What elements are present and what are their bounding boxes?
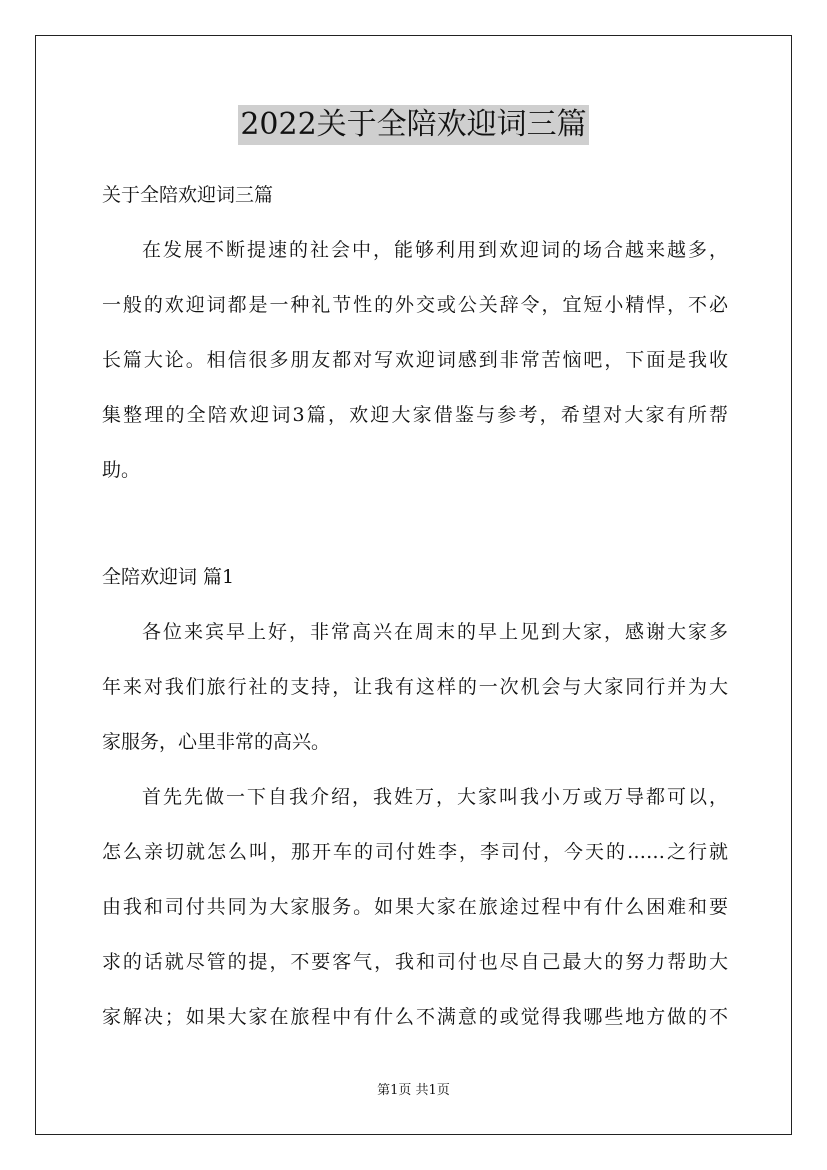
paragraph-line: 家解决；如果大家在旅程中有什么不满意的或觉得我哪些地方做的不 bbox=[102, 1006, 728, 1028]
paragraph-introduction bbox=[102, 770, 728, 1045]
section-spacer bbox=[102, 498, 728, 550]
paragraph-line: 年来对我们旅行社的支持，让我有这样的一次机会与大家同行并为大 bbox=[102, 676, 728, 698]
document-title-text: 2022关于全陪欢迎词三篇 bbox=[238, 105, 588, 145]
intro-line: 在发展不断提速的社会中，能够利用到欢迎词的场合越来越多， bbox=[142, 239, 728, 261]
paragraph-line: 由我和司付共同为大家服务。如果大家在旅途过程中有什么困难和要 bbox=[102, 896, 728, 918]
paragraph-greeting bbox=[102, 605, 728, 770]
intro-paragraph bbox=[102, 223, 728, 498]
document-body bbox=[102, 168, 728, 1045]
page-footer: 第1页 共1页 bbox=[377, 1083, 450, 1098]
intro-line: 助。 bbox=[102, 459, 141, 481]
intro-line: 一般的欢迎词都是一种礼节性的外交或公关辞令，宜短小精悍，不必 bbox=[102, 294, 728, 316]
paragraph-line: 家服务，心里非常的高兴。 bbox=[102, 731, 331, 753]
intro-heading: 关于全陪欢迎词三篇 bbox=[102, 184, 274, 206]
paragraph-line: 怎么亲切就怎么叫，那开车的司付姓李，李司付，今天的……之行就 bbox=[102, 841, 728, 863]
intro-line: 长篇大论。相信很多朋友都对写欢迎词感到非常苦恼吧，下面是我收 bbox=[102, 349, 728, 371]
paragraph-line: 各位来宾早上好，非常高兴在周末的早上见到大家，感谢大家多 bbox=[142, 621, 728, 643]
paragraph-line: 首先先做一下自我介绍，我姓万，大家叫我小万或万导都可以， bbox=[142, 786, 728, 808]
document-title bbox=[0, 104, 827, 145]
section-heading: 全陪欢迎词 篇1 bbox=[102, 566, 235, 588]
paragraph-line: 求的话就尽管的提，不要客气，我和司付也尽自己最大的努力帮助大 bbox=[102, 951, 728, 973]
intro-line: 集整理的全陪欢迎词3篇，欢迎大家借鉴与参考，希望对大家有所帮 bbox=[102, 404, 728, 426]
